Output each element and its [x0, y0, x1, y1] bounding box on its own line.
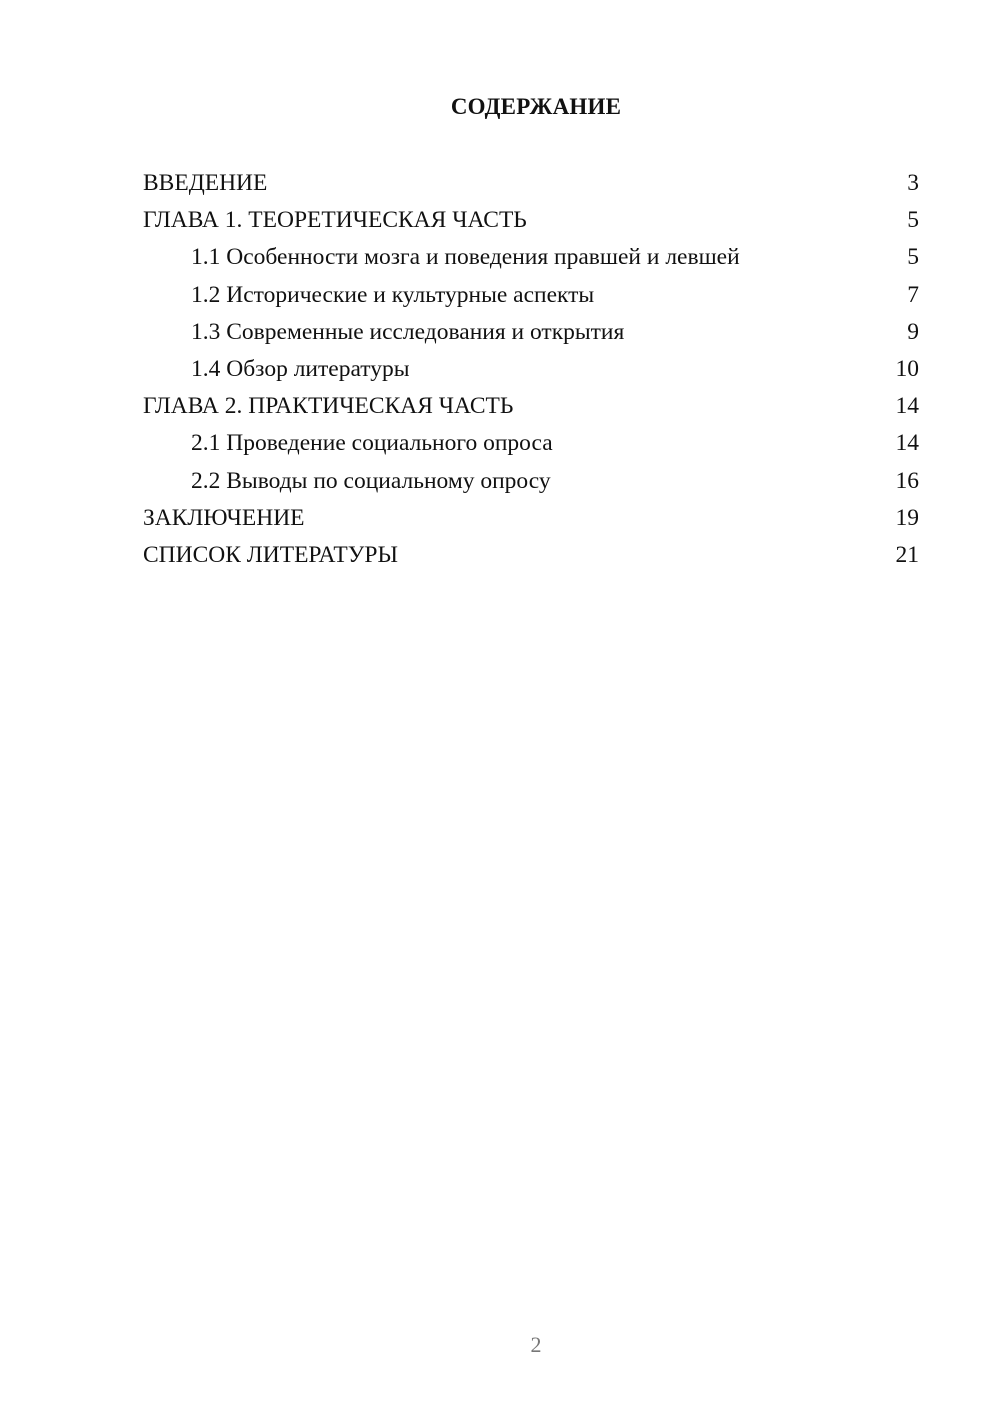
toc-entry-section-1-2[interactable] [143, 277, 919, 314]
toc-entry-page: 16 [895, 467, 919, 494]
toc-entry-conclusion[interactable] [143, 500, 919, 537]
toc-entry-page: 10 [895, 355, 919, 382]
toc-entry-section-1-4[interactable] [143, 351, 919, 388]
toc-entry-page: 21 [895, 541, 919, 568]
page-number: 2 [530, 1332, 542, 1357]
toc-entry-page: 7 [907, 281, 919, 308]
toc-entry-label: 1.3 Современные исследования и открытия [191, 318, 625, 345]
toc-entry-label: ВВЕДЕНИЕ [143, 170, 268, 196]
toc-entry-page: 14 [895, 430, 919, 457]
toc-entry-introduction[interactable] [143, 165, 919, 202]
toc-entry-chapter-1[interactable] [143, 202, 919, 239]
table-of-contents [143, 165, 919, 574]
toc-entry-label: 2.1 Проведение социального опроса [191, 430, 553, 457]
toc-entry-label: 1.4 Обзор литературы [191, 355, 410, 382]
toc-entry-page: 14 [895, 393, 919, 420]
toc-entry-label: ГЛАВА 2. ПРАКТИЧЕСКАЯ ЧАСТЬ [143, 393, 514, 420]
page-title: СОДЕРЖАНИЕ [450, 94, 622, 119]
toc-entry-label: 1.1 Особенности мозга и поведения правшей и левшей [191, 244, 740, 271]
toc-entry-label: 1.2 Исторические и культурные аспекты [191, 281, 595, 308]
toc-entry-label: СПИСОК ЛИТЕРАТУРЫ [143, 541, 398, 568]
toc-entry-section-2-2[interactable] [143, 463, 919, 500]
toc-entry-section-1-1[interactable] [143, 239, 919, 276]
toc-entry-label: 2.2 Выводы по социальному опросу [191, 467, 551, 494]
toc-entry-references[interactable] [143, 537, 919, 574]
toc-entry-page: 19 [895, 504, 919, 531]
toc-entry-section-1-3[interactable] [143, 314, 919, 351]
toc-entry-page: 5 [907, 244, 919, 271]
toc-entry-label: ГЛАВА 1. ТЕОРЕТИЧЕСКАЯ ЧАСТЬ [143, 207, 527, 234]
toc-entry-page: 5 [907, 207, 919, 234]
toc-entry-page: 9 [907, 318, 919, 345]
toc-entry-label: ЗАКЛЮЧЕНИЕ [143, 504, 305, 531]
toc-entry-chapter-2[interactable] [143, 388, 919, 425]
toc-entry-page: 3 [907, 170, 919, 196]
toc-entry-section-2-1[interactable] [143, 425, 919, 462]
